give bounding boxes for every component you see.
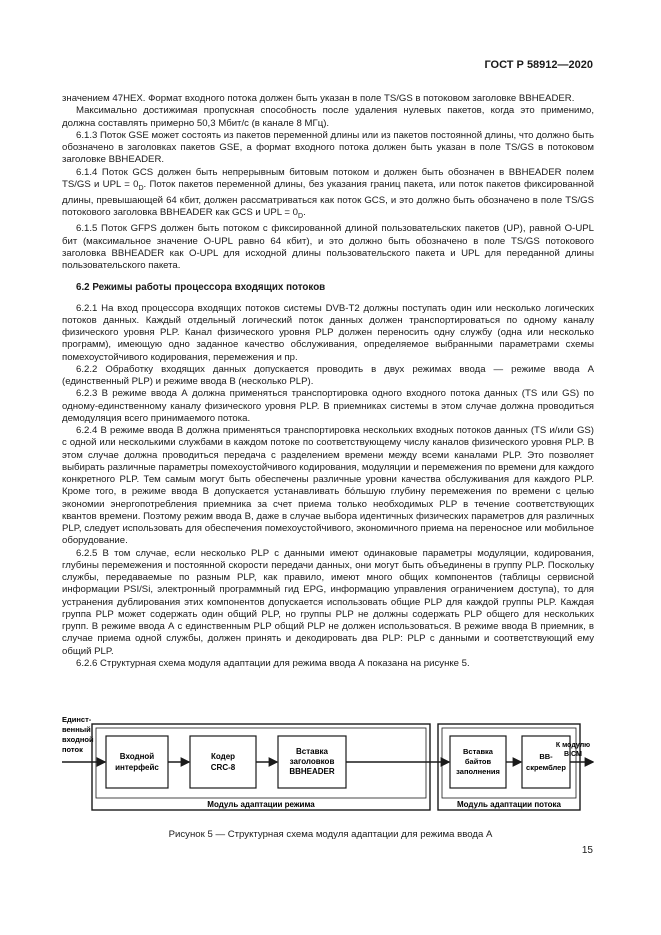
text-run: 6.1.4 Поток GCS должен быть непрерывным битовым потоком и должен быть обозначен в BBHEADER полем TS/GS и UPL = 0 [62,166,594,190]
input-label-line: Единст- [62,715,92,724]
input-label-line: входной [62,735,94,744]
paragraph: 6.2.1 На вход процессора входящих потоков системы DVB-T2 должны поступать один или несколько логических потоков данных. Каждый отдельный логический поток данных должен транспортироваться по одному каналу физического уровня PLP. Канал физического уровня PLP должен переносить одну службу (одна или несколько программ), имеющую одно заданное качество обслуживания, определяемое выбранными параметрами схемы помехоустойчивого кодирования, перемежения и пр. [62,302,594,363]
block-label-line: скремблер [526,763,566,772]
paragraph: 6.1.5 Поток GFPS должен быть потоком с фиксированной длиной пользовательских пакетов (UP), равной O-UPL бит (максимальное значение O-UPL равно 64 кбит), и это должно быть обозначено в поле TS/GS потокового заголовка BBHEADER как O-UPL для исходной длины пользовательского пакета и UPL для переданной длины пользовательского пакета. [62,223,594,272]
subscript: D [138,184,144,192]
block-label-line: BBHEADER [289,767,335,776]
block-label-line: Вставка [463,747,493,756]
page-number: 15 [581,845,593,856]
paragraph: 6.2.3 В режиме ввода А должна применяться транспортировка одного входного потока данных (TS или GS) по одному-единственному каналу физического уровня PLP. В приемниках системы в этом случае должна проводиться демодуляция всего принимаемого потока. [62,388,594,424]
block-label-line: BB- [539,752,553,761]
block-label-line: Кодер [210,752,236,761]
paragraph: значением 47HEX. Формат входного потока должен быть указан в поле TS/GS в потоковом заголовке BBHEADER. [62,93,575,104]
document-body [62,93,594,670]
paragraph: 6.2.4 В режиме ввода В должна применяться транспортировка нескольких входных потоков данных (TS и/или GS) с одной или несколькими службами в каждом потоке по соответствующему числу каналов физического уровня PLP. В этом случае должна проводиться передача с разделением времени между всеми каналами PLP. Это позволяет выбирать различные параметры помехоустойчивого кодирования, модуляции и перемежения по времени для каждого конкретного PLP. Тем самым могут быть обеспечены различные уровни качества обслуживания для каждого PLP. Кроме того, в режиме ввода В допускается устанавливать бо́льшую глубину перемежения по времени с целью экономии энергопотребления приемника за счет приема только необходимых PLP в течение соответствующих квантов времени. Поэтому режим ввода В, даже в случае выбора идентичных физических параметров для различных PLP, следует использовать для обеспечения помехоустойчивого, экономичного приема на переносное или мобильное оборудование. [62,425,594,547]
paragraph [62,167,594,224]
text-run: . [303,207,306,219]
block-label-line: Вставка [296,747,328,756]
input-label-line: поток [62,745,83,754]
block-diagram [62,714,594,814]
figure-caption: Рисунок 5 — Структурная схема модуля адаптации для режима ввода А [168,829,493,840]
paragraph: 6.2.6 Структурная схема модуля адаптации для режима ввода А показана на рисунке 5. [76,657,470,669]
text-run: . Поток пакетов переменной длины, без указания границ пакета, или поток пакетов фиксированной длины, превышающей 64 кбит, должен рассматриваться как поток GCS, и это должно быть обозначено в поле TS/GS потокового заголовка BBHEADER как GCS и UPL = 0 [62,178,594,219]
standard-header: ГОСТ Р 58912—2020 [484,59,593,71]
output-label-line: BICM [564,751,582,758]
block-label-line: интерфейс [115,763,159,772]
block-input-interface [106,736,168,788]
block-label-line: заполнения [456,767,500,776]
paragraph: 6.1.3 Поток GSE может состоять из пакетов переменной длины или из пакетов постоянной длины, что должно быть обозначено в заголовках пакетов GSE, а формат входного потока должен быть указан в поле TS/GS в потоковом заголовке BBHEADER. [62,129,594,166]
block-label-line: Входной [119,752,155,761]
output-label-line: К модулю [555,742,591,749]
section-heading: 6.2 Режимы работы процессора входящих потоков [76,282,326,294]
input-label-line: венный [62,725,91,734]
subscript: D [298,213,304,221]
mode-adaptation-label: Модуль адаптации режима [207,800,315,809]
block-label-line: CRC-8 [210,763,236,772]
block-label-line: байтов [464,757,492,766]
block-label-line: заголовков [289,757,335,766]
stream-adaptation-label: Модуль адаптации потока [456,800,562,809]
paragraph: 6.2.2 Обработку входящих данных допускается проводить в двух режимах ввода — режиме ввода А (единственный PLP) и режиме ввода В (несколько PLP). [62,363,594,388]
paragraph: Максимально достижимая пропускная способность после удаления нулевых пакетов, когда это применимо, должна составлять примерно 50,3 Мбит/с (в канале 8 МГц). [62,105,594,129]
block-crc8-encoder [190,736,256,788]
paragraph: 6.2.5 В том случае, если несколько PLP с данными имеют одинаковые параметры модуляции, кодирования, глубины перемежения и постоянной скорости передачи данных, они могут быть объединены в группу PLP. Поскольку службы, передаваемые по разным PLP, как правило, имеют много общих компонентов (таблицы сервисной информации PSI/Si, электронный программный гид EPG, информацию управления ограничением доступа), то для устранения дублирования этих компонентов допускается использовать общие PLP для каждой группы PLP. Каждая группа PLP может содержать один общий PLP, но группы PLP не должны содержать PLP общего для нескольких групп. В режиме ввода А с единственным PLP общий PLP не должен использоваться. В режиме ввода В приемник, в случае приема одной службы, должен принять и декодировать два PLP: PLP с данными и соответствующий ему общий PLP. [62,547,594,657]
